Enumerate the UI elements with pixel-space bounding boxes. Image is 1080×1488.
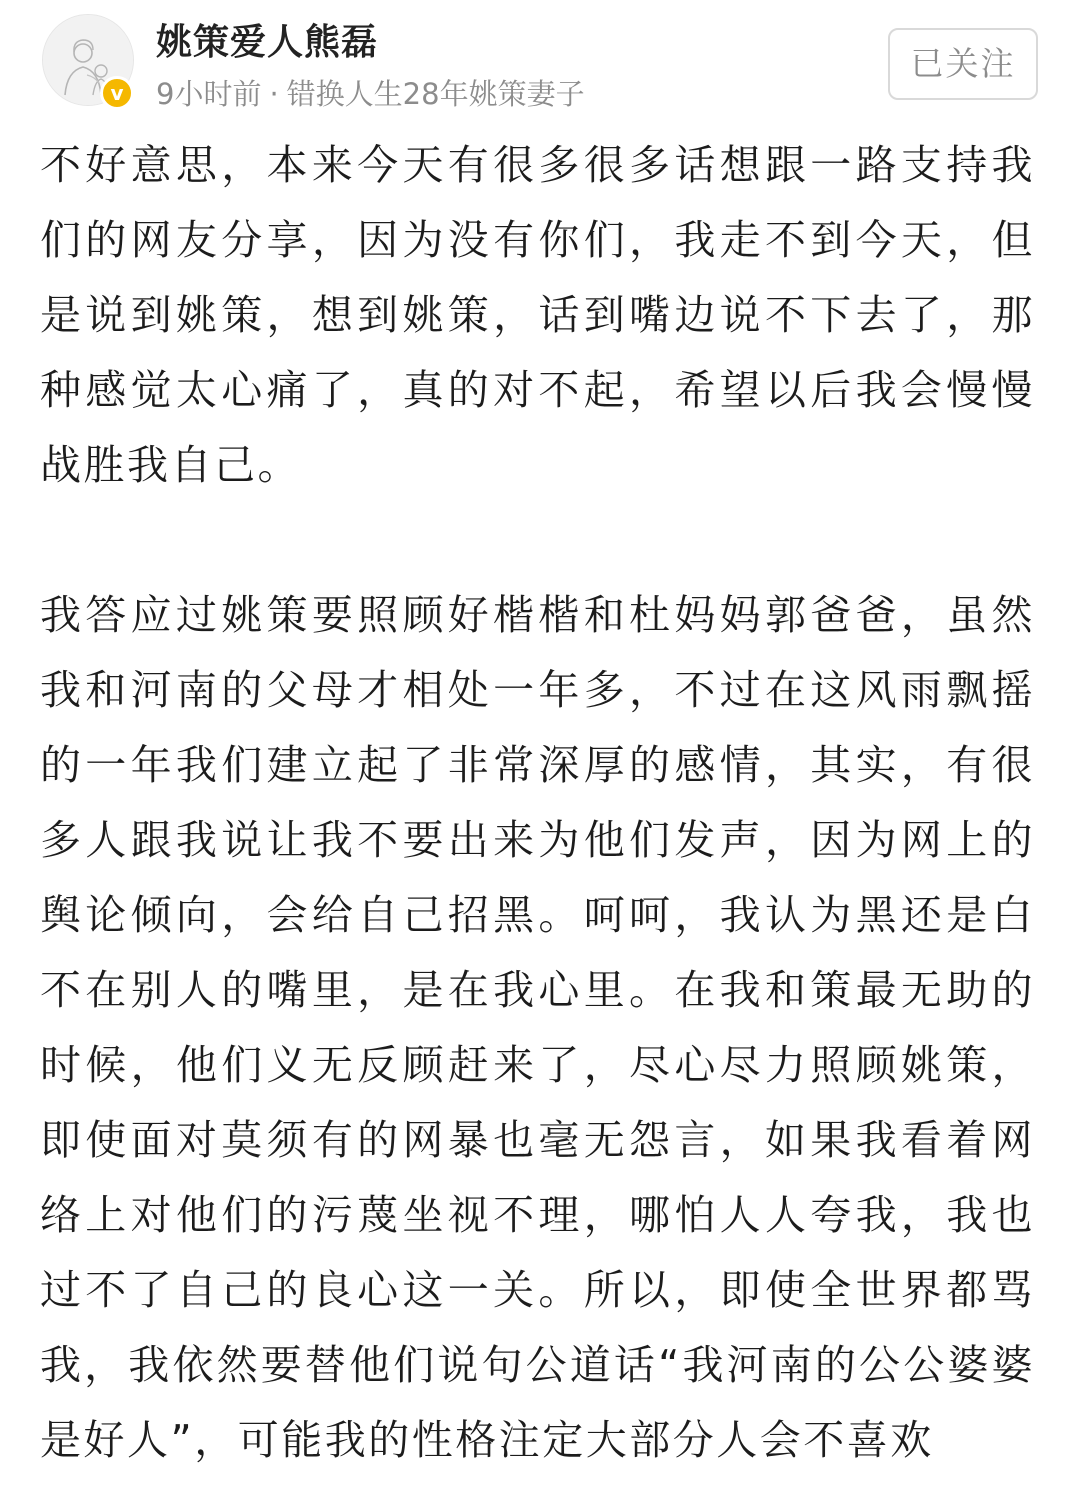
post-paragraph: 我答应过姚策要照顾好楷楷和杜妈妈郭爸爸，虽然我和河南的父母才相处一年多，不过在这风雨飘摇的一年我们建立起了非常深厚的感情，其实，有很多人跟我说让我不要出来为他们发声，因为网上的舆论倾向，会给自己招黑。呵呵，我认为黑还是白不在别人的嘴里，是在我心里。在我和策最无助的时候，他们义无反顾赶来了，尽心尽力照顾姚策，即使面对莫须有的网暴也毫无怨言，如果我看着网络上对他们的污蔑坐视不理，哪怕人人夸我，我也过不了自己的良心这一关。所以，即使全世界都骂我，我依然要替他们说句公道话“我河南的公公婆婆是好人”，可能我的性格注定大部分人会不喜欢	[40, 591, 1035, 1464]
post-body	[40, 128, 1035, 1478]
post-paragraph: 不好意思，本来今天有很多很多话想跟一路支持我们的网友分享，因为没有你们，我走不到今天，但是说到姚策，想到姚策，话到嘴边说不下去了，那种感觉太心痛了，真的对不起，希望以后我会慢慢战胜我自己。	[40, 141, 1035, 489]
username[interactable]: 姚策爱人熊磊	[156, 22, 379, 63]
post-meta	[156, 72, 585, 113]
follow-button[interactable]: 已关注	[888, 28, 1038, 100]
verified-badge-icon: v	[100, 76, 134, 110]
post-header	[0, 0, 1080, 120]
post-time: 9小时前	[156, 77, 262, 111]
verified-description: 错换人生28年姚策妻子	[286, 77, 585, 111]
meta-separator: ·	[269, 77, 279, 111]
